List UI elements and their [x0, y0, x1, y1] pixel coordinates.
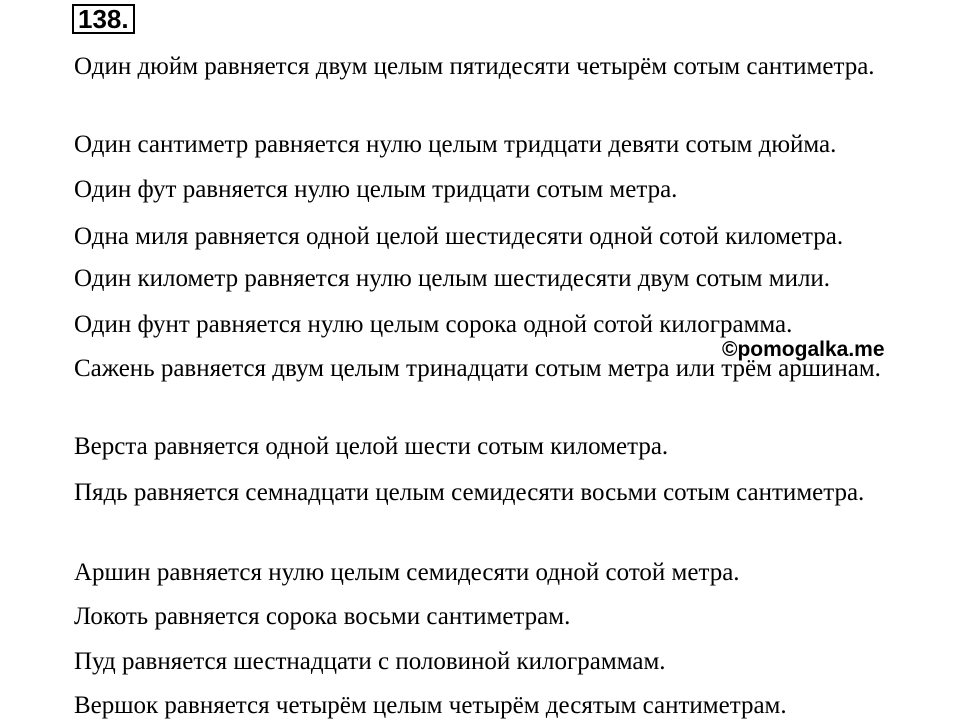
paragraph-arshin: Аршин равняется нулю целым семидесяти одной сотой метра. [74, 559, 740, 586]
paragraph-pyad: Пядь равняется семнадцати целым семидесяти восьми сотым сантиметра. [74, 479, 865, 506]
paragraph-pound: Один фунт равняется нулю целым сорока одной сотой килограмма. [74, 311, 793, 338]
task-number-box [72, 4, 135, 34]
paragraph-vershok: Вершок равняется четырём целым четырём десятым сантиметрам. [74, 692, 787, 719]
watermark: ©pomogalka.me [722, 338, 885, 361]
task-number: 138. [78, 4, 129, 34]
paragraph-kilometer: Один километр равняется нулю целым шестидесяти двум сотым мили. [74, 265, 831, 292]
paragraph-mile: Одна миля равняется одной целой шестидесяти одной сотой километра. [74, 223, 844, 250]
paragraph-pud: Пуд равняется шестнадцати с половиной килограммам. [74, 648, 666, 675]
paragraph-lokot: Локоть равняется сорока восьми сантиметрам. [74, 603, 571, 630]
paragraph-sazhen: Сажень равняется двум целым тринадцати сотым метра или трём аршинам. [74, 355, 881, 382]
paragraph-versta: Верста равняется одной целой шести сотым километра. [74, 433, 669, 460]
paragraph-inch: Один дюйм равняется двум целым пятидесяти четырём сотым сантиметра. [74, 53, 875, 80]
paragraph-foot: Один фут равняется нулю целым тридцати сотым метра. [74, 176, 678, 203]
paragraph-centimeter: Один сантиметр равняется нулю целым тридцати девяти сотым дюйма. [74, 131, 837, 158]
